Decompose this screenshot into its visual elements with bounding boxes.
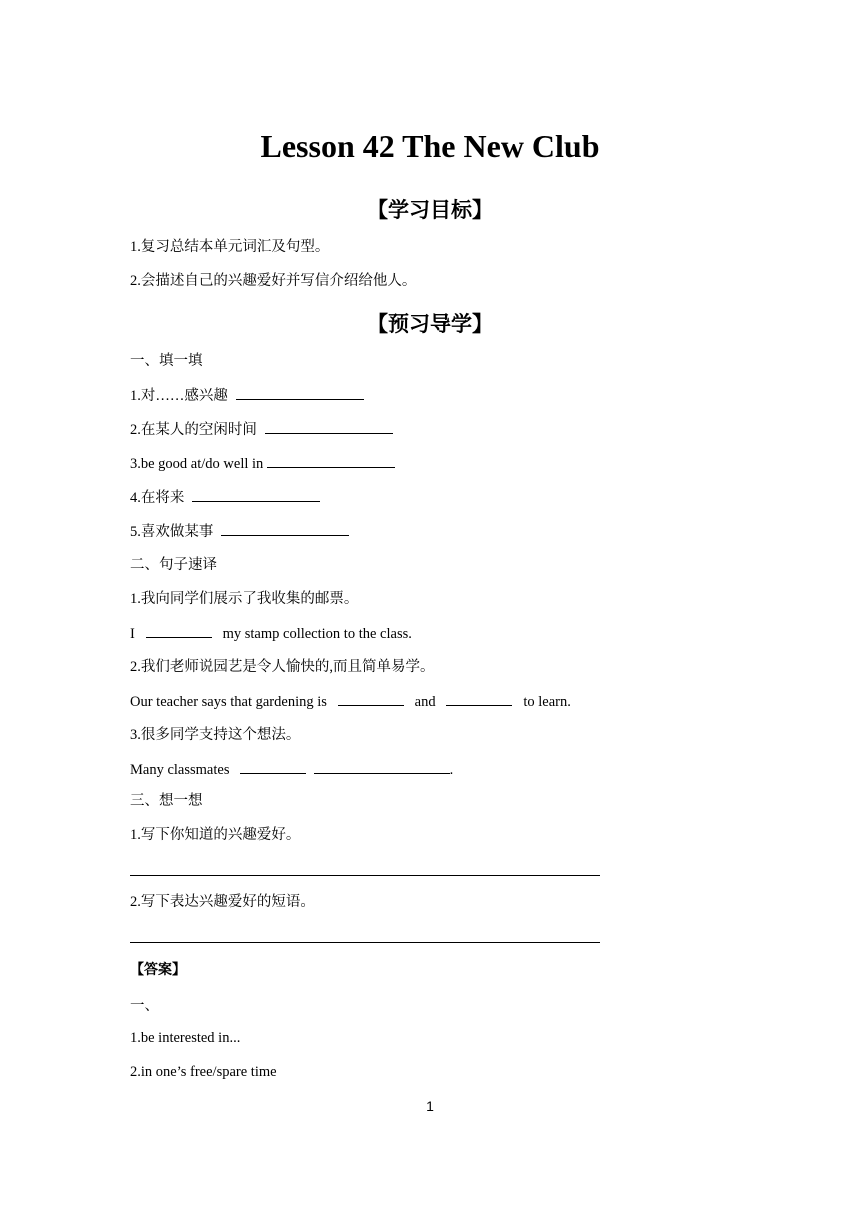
fill-item-5 [130, 521, 349, 542]
fill-item-3 [130, 453, 395, 474]
fill-item-2 [130, 419, 393, 440]
sentence-text: and [414, 694, 436, 710]
sentence-2-en [130, 691, 571, 712]
answer-item-1: 1.be interested in... [130, 1030, 241, 1046]
answer-blank[interactable] [240, 759, 306, 774]
fill-item-text: 1.对……感兴趣 [130, 388, 228, 404]
part3-label: 三、想一想 [130, 793, 203, 809]
part1-label: 一、填一填 [130, 353, 203, 369]
objectives-heading: 【学习目标】 [367, 198, 493, 222]
think-question-1: 1.写下你知道的兴趣爱好。 [130, 827, 301, 843]
page-title: Lesson 42 The New Club [260, 128, 600, 164]
answer-line[interactable] [130, 942, 600, 943]
sentence-text: my stamp collection to the class. [222, 626, 412, 642]
answers-heading: 【答案】 [130, 962, 186, 978]
part2-label: 二、句子速译 [130, 557, 217, 573]
answer-blank[interactable] [146, 623, 212, 638]
fill-item-text: 2.在某人的空闲时间 [130, 422, 257, 438]
answers-part1-label: 一、 [130, 998, 159, 1014]
page-number: 1 [426, 1098, 434, 1114]
preview-heading: 【预习导学】 [367, 312, 493, 336]
answer-blank[interactable] [267, 453, 395, 468]
think-question-2: 2.写下表达兴趣爱好的短语。 [130, 894, 315, 910]
sentence-text: Our teacher says that gardening is [130, 694, 327, 710]
fill-item-text: 4.在将来 [130, 490, 185, 506]
objective-item-2: 2.会描述自己的兴趣爱好并写信介绍给他人。 [130, 273, 417, 289]
answer-blank[interactable] [446, 691, 512, 706]
answer-blank[interactable] [314, 759, 450, 774]
answer-blank[interactable] [221, 521, 349, 536]
sentence-1-en [130, 623, 412, 644]
answer-blank[interactable] [338, 691, 404, 706]
answer-blank[interactable] [236, 385, 364, 400]
answer-blank[interactable] [265, 419, 393, 434]
answer-item-2: 2.in one’s free/spare time [130, 1064, 277, 1080]
sentence-3-en [130, 759, 453, 780]
sentence-text: . [449, 762, 454, 778]
sentence-2-cn: 2.我们老师说园艺是令人愉快的,而且简单易学。 [130, 659, 435, 675]
answer-line[interactable] [130, 875, 600, 876]
objective-item-1: 1.复习总结本单元词汇及句型。 [130, 239, 330, 255]
sentence-1-cn: 1.我向同学们展示了我收集的邮票。 [130, 591, 359, 607]
fill-item-text: 3.be good at/do well in [130, 456, 264, 472]
fill-item-text: 5.喜欢做某事 [130, 524, 214, 540]
answer-blank[interactable] [192, 487, 320, 502]
sentence-text: I [130, 626, 135, 642]
sentence-text: to learn. [523, 694, 571, 710]
sentence-3-cn: 3.很多同学支持这个想法。 [130, 727, 301, 743]
fill-item-1 [130, 385, 364, 406]
sentence-text: Many classmates [130, 762, 230, 778]
fill-item-4 [130, 487, 320, 508]
